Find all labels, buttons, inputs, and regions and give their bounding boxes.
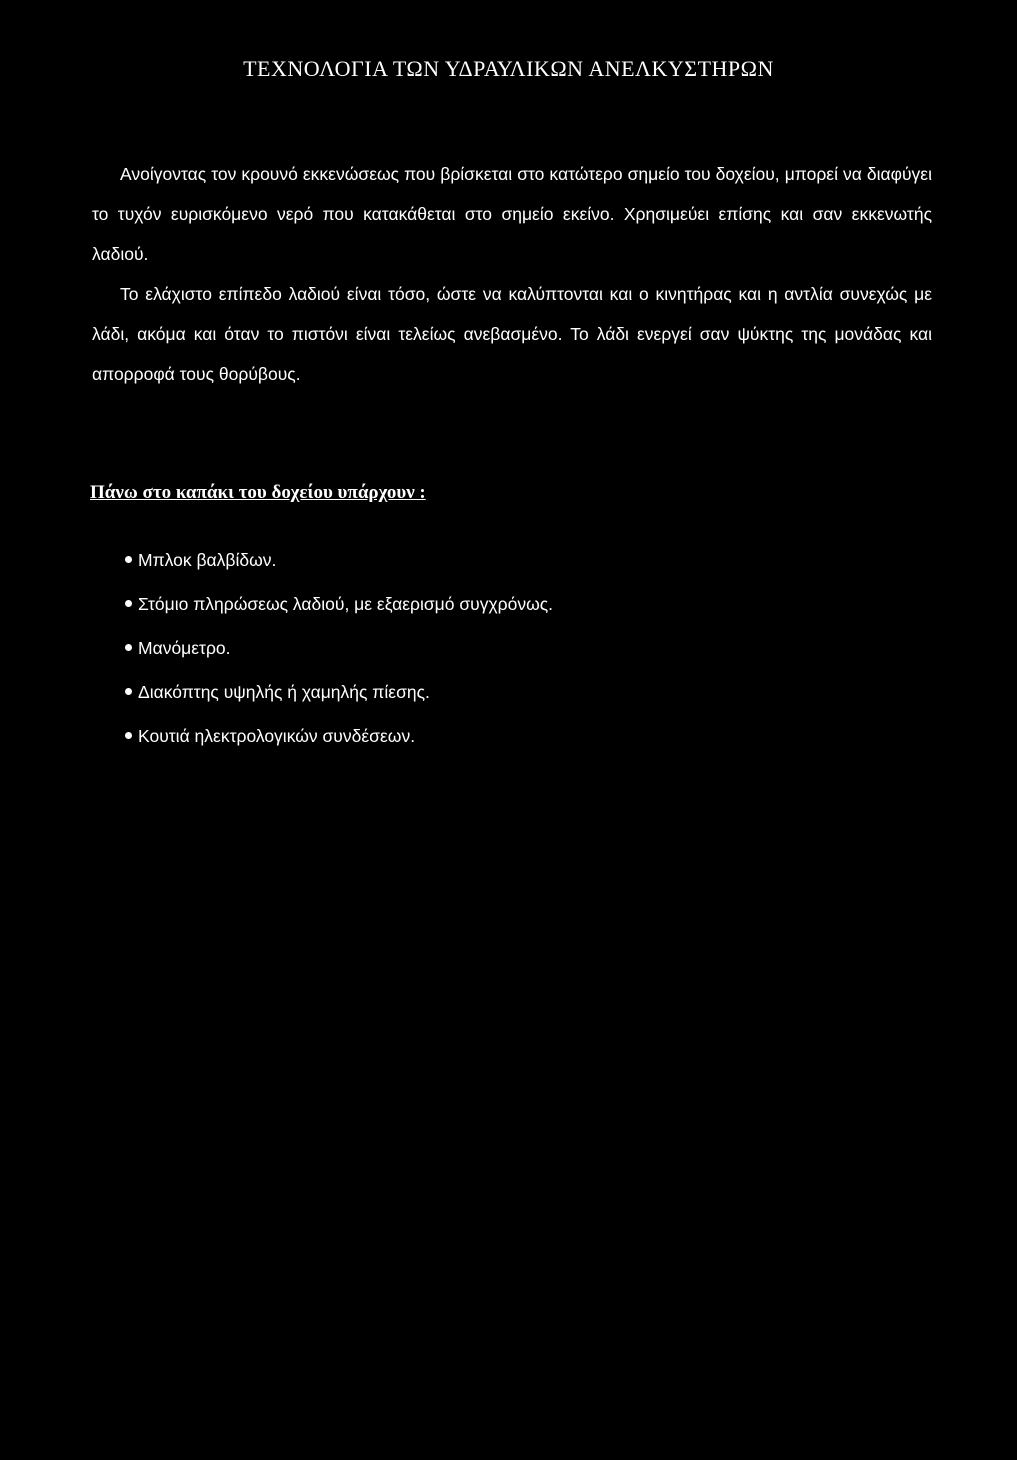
section-heading: Πάνω στο καπάκι του δοχείου υπάρχουν : <box>90 482 426 503</box>
list-item <box>125 672 553 716</box>
bullet-icon <box>125 644 132 651</box>
bullet-icon <box>125 556 132 563</box>
bullet-icon <box>125 688 132 695</box>
list-item-text: Μανόμετρο. <box>138 638 231 658</box>
list-item <box>125 628 553 672</box>
paragraph-drain-valve: Ανοίγοντας τον κρουνό εκκενώσεως που βρίσκεται στο κατώτερο σημείο του δοχείου, μπορεί να διαφύγει το τυχόν ευρισκόμενο νερό που κατακάθεται στο σημείο εκείνο. Χρησιμεύει επίσης και σαν εκκενωτής λαδιού. <box>92 164 932 264</box>
tank-cover-items-list <box>125 540 553 760</box>
list-item <box>125 540 553 584</box>
bullet-icon <box>125 732 132 739</box>
list-item-text: Μπλοκ βαλβίδων. <box>138 550 277 570</box>
list-item-text: Στόμιο πληρώσεως λαδιού, με εξαερισμό συγχρόνως. <box>138 594 554 614</box>
list-item <box>125 584 553 628</box>
bullet-icon <box>125 600 132 607</box>
list-item <box>125 716 553 760</box>
list-item-text: Κουτιά ηλεκτρολογικών συνδέσεων. <box>138 726 416 746</box>
paragraph-oil-level: Το ελάχιστο επίπεδο λαδιού είναι τόσο, ώστε να καλύπτονται και ο κινητήρας και η αντλία συνεχώς με λάδι, ακόμα και όταν το πιστόνι είναι τελείως ανεβασμένο. Το λάδι ενεργεί σαν ψύκτης της μονάδας και απορροφά τους θορύβους. <box>92 284 932 384</box>
list-item-text: Διακόπτης υψηλής ή χαμηλής πίεσης. <box>138 682 430 702</box>
page-title: ΤΕΧΝΟΛΟΓΙΑ ΤΩΝ ΥΔΡΑΥΛΙΚΩΝ ΑΝΕΛΚΥΣΤΗΡΩΝ <box>243 56 774 81</box>
